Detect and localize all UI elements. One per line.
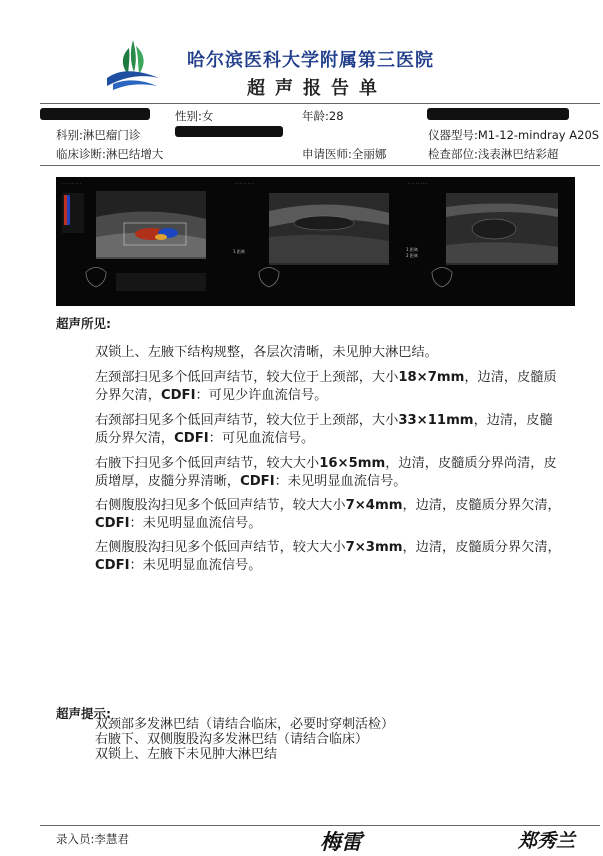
finding-paragraph-3 — [95, 412, 565, 448]
lesion-size: 33×11mm — [398, 413, 474, 428]
ultrasound-image-3 — [402, 177, 575, 306]
svg-text:· · · · · · · ·: · · · · · · · · — [62, 181, 82, 186]
redacted-name — [40, 108, 150, 120]
finding-text: 右颈部扫见多个低回声结节，较大位于上颈部，大小 — [95, 413, 399, 428]
requesting-doctor: 申请医师:全丽娜 — [302, 147, 387, 161]
svg-text:· · · · · · · ·: · · · · · · · · — [235, 181, 255, 186]
finding-paragraph-1 — [95, 344, 565, 362]
info-divider — [40, 165, 600, 166]
cdfi-label: CDFI — [174, 431, 209, 446]
lesion-size: 7×4mm — [345, 498, 403, 513]
department: 科别:淋巴瘤门诊 — [56, 128, 141, 142]
finding-text: ：未见明显血流信号。 — [129, 558, 262, 573]
header-divider — [40, 103, 600, 104]
redacted-field — [175, 126, 283, 137]
finding-text: ，边清，皮髓质分界尚清，皮质增厚，皮髓分界清晰， — [95, 456, 557, 489]
cdfi-label: CDFI — [95, 558, 130, 573]
finding-text: 左颈部扫见多个低回声结节，较大位于上颈部，大小 — [95, 370, 399, 385]
impression-line-3: 双锁上、左腋下未见肿大淋巴结 — [95, 747, 278, 762]
finding-text: 左侧腹股沟扫见多个低回声结节，较大大小 — [95, 540, 346, 555]
finding-text: ，边清，皮髓质分界欠清， — [402, 540, 561, 555]
lesion-size: 16×5mm — [319, 456, 386, 471]
clinical-diagnosis: 临床诊断:淋巴结增大 — [56, 147, 164, 161]
measure-label-2: 2 距离 — [406, 253, 418, 258]
cdfi-label: CDFI — [160, 388, 196, 403]
finding-text: ，边清，皮髓质分界欠清， — [95, 370, 557, 403]
cdfi-label: CDFI — [240, 474, 275, 489]
impression-heading: 超声提示: — [56, 706, 111, 721]
report-title: 超声报告单 — [247, 78, 387, 99]
impression-line-2: 右腋下、双侧腹股沟多发淋巴结（请结合临床） — [95, 732, 369, 747]
finding-text: 右腋下扫见多个低回声结节，较大大小 — [95, 456, 320, 471]
patient-gender: 性别:女 — [175, 109, 214, 123]
instrument-model: 仪器型号:M1-12-mindray A20S — [428, 128, 600, 142]
recorder: 录入员:李慧君 — [56, 832, 129, 846]
finding-paragraph-2 — [95, 369, 565, 405]
cdfi-label: CDFI — [95, 516, 130, 531]
ultrasound-image-2 — [229, 177, 402, 306]
finding-text: ：可见血流信号。 — [208, 431, 315, 446]
svg-text:· · · · · · · ·: · · · · · · · · — [408, 181, 428, 186]
finding-text: ，边清，皮髓质分界欠清， — [402, 498, 561, 513]
finding-paragraph-5 — [95, 497, 565, 533]
finding-text: ，边清，皮髓质分界欠清， — [95, 413, 553, 446]
patient-age: 年龄:28 — [302, 109, 344, 123]
ultrasound-image-1 — [56, 177, 229, 306]
finding-paragraph-6 — [95, 539, 565, 575]
finding-text: 双锁上、左腋下结构规整，各层次清晰，未见肿大淋巴结。 — [95, 345, 438, 360]
hospital-logo-icon — [103, 38, 163, 93]
lesion-size: 7×3mm — [345, 540, 403, 555]
finding-paragraph-4 — [95, 455, 565, 491]
findings-heading: 超声所见: — [56, 316, 111, 331]
signature-1: 梅雷 — [320, 829, 362, 854]
finding-text: 右侧腹股沟扫见多个低回声结节，较大大小 — [95, 498, 346, 513]
finding-text: ：可见少许血流信号。 — [195, 388, 328, 403]
finding-text: ：未见明显血流信号。 — [129, 516, 262, 531]
exam-site: 检查部位:浅表淋巴结彩超 — [428, 147, 559, 161]
signature-2: 郑秀兰 — [518, 830, 576, 852]
ultrasound-image-strip — [56, 177, 575, 306]
redacted-id — [427, 108, 569, 120]
hospital-name: 哈尔滨医科大学附属第三医院 — [187, 50, 434, 71]
impression-line-1: 双颈部多发淋巴结（请结合临床，必要时穿刺活检） — [95, 717, 395, 732]
finding-text: ：未见明显血流信号。 — [274, 474, 407, 489]
measure-label-1: 1 距离 — [406, 247, 418, 252]
measure-label: 1 距离 — [233, 249, 245, 254]
lesion-size: 18×7mm — [398, 370, 465, 385]
